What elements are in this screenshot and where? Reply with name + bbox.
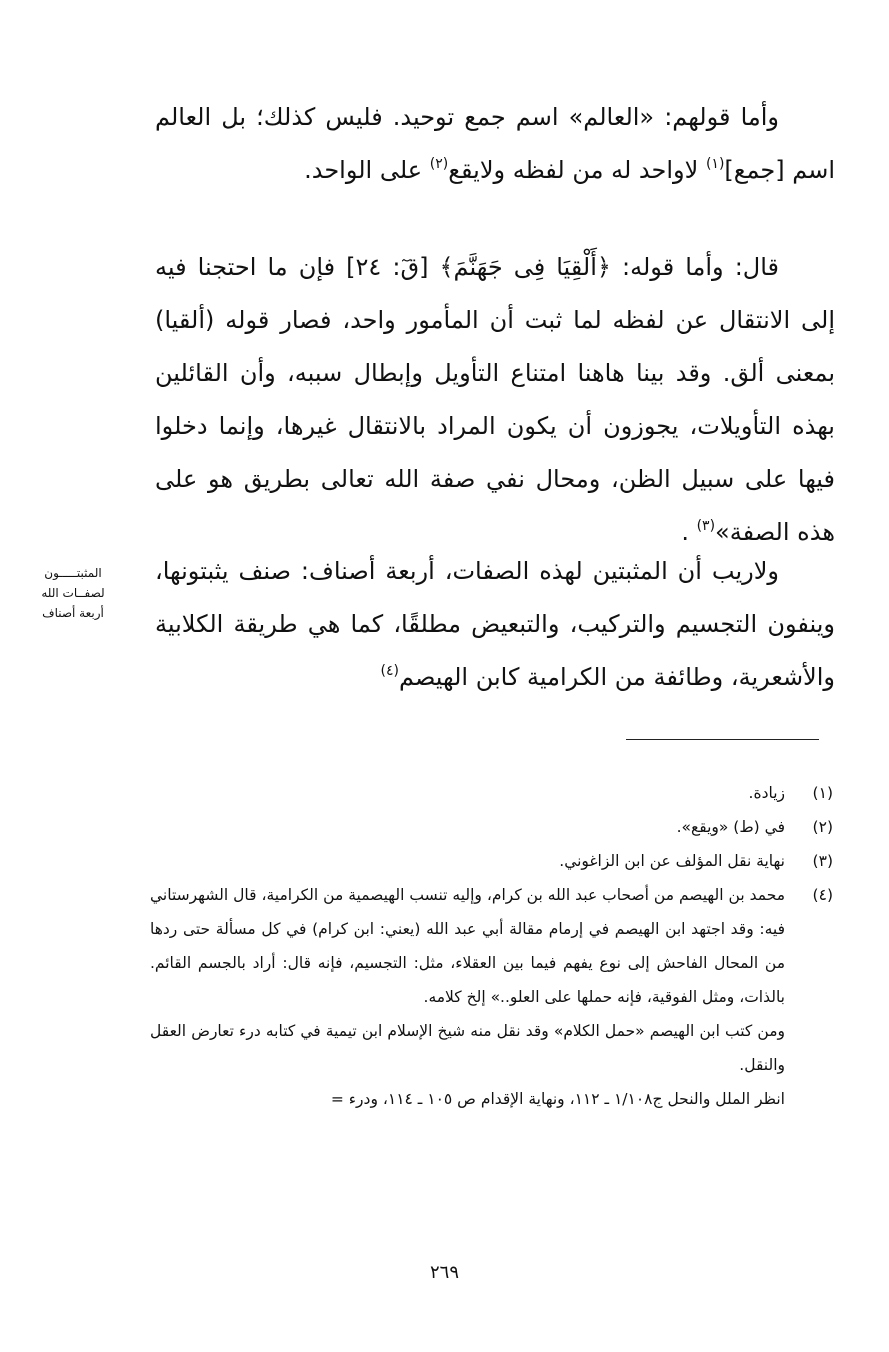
- paragraph-3: [155, 545, 835, 704]
- footnote-ref-2[interactable]: (٢): [429, 156, 449, 172]
- paragraph-2: [155, 241, 835, 559]
- footnote-3: [150, 844, 833, 878]
- paragraph-2-part-a: قال: وأما قوله: ﴿أَلْقِيَا فِى جَهَنَّمَ﴾ [قٓ: ٢٤] فإن ما احتجنا فيه إلى الانتقال عن لفظه لما ثبت أن المأمور واحد، فصار قوله (ألقيا) بمعنى ألق. وقد بينا هاهنا امتناع التأويل وإبطال سببه، وأن القائلين بهذه التأويلات، يجوزون أن يكون المراد بالانتقال غيرها، وإنما دخلوا فيها على سبيل الظن، ومحال نفي صفة الله تعالى بطريق هو على هذه الصفة»: [155, 253, 835, 546]
- paragraph-1: [155, 91, 835, 197]
- margin-note-line-2: لصفــات الله: [41, 586, 105, 600]
- footnote-4-text-1: محمد بن الهيصم من أصحاب عبد الله بن كرام، وإليه تنسب الهيصمية من الكرامية، قال الشهرستاني فيه: وقد اجتهد ابن الهيصم في إرمام مقالة أبي عبد الله (يعني: ابن كرام) في كل مسألة حتى ردها من المحال الفاحش إلى نوع يفهم فيما بين العقلاء، مثل: التجسيم، فإنه قال: أراد بالجسم القائم. بالذات، ومثل الفوقية، فإنه حملها على العلو..» إلخ كلامه.: [150, 886, 785, 1006]
- footnote-1-text: زيادة.: [748, 784, 785, 802]
- footnote-4-text-3: انظر الملل والنحل ج١/١٠٨ ـ ١١٢، ونهاية الإقدام ص ١٠٥ ـ ١١٤، ودرء =: [330, 1090, 785, 1108]
- footnote-separator: [626, 739, 819, 740]
- footnote-ref-3[interactable]: (٣): [696, 518, 716, 534]
- paragraph-3-part-a: ولاريب أن المثبتين لهذه الصفات، أربعة أصناف: صنف يثبتونها، وينفون التجسيم والتركيب، والتبعيض مطلقًا، كما هي طريقة الكلابية والأشعرية، وطائفة من الكرامية كابن الهيصم: [155, 557, 835, 691]
- paragraph-1-part-b: لاواحد له من لفظه ولايقع: [448, 156, 706, 184]
- footnote-2: [150, 810, 833, 844]
- footnote-4-number: (٤): [812, 886, 833, 904]
- margin-note-line-3: أربعة أصناف: [42, 606, 104, 620]
- margin-note-line-1: المثبتـــــون: [44, 566, 102, 580]
- footnote-2-text: في (ط) «ويقع».: [676, 818, 785, 836]
- paragraph-2-part-b: .: [681, 518, 697, 546]
- footnote-2-number: (٢): [812, 818, 833, 836]
- footnote-ref-4[interactable]: (٤): [380, 663, 399, 679]
- footnote-1-number: (١): [812, 784, 833, 802]
- footnote-4-text-2: ومن كتب ابن الهيصم «حمل الكلام» وقد نقل منه شيخ الإسلام ابن تيمية في كتابه درء تعارض العقل والنقل.: [150, 1022, 785, 1074]
- footnote-ref-1[interactable]: (١): [705, 156, 725, 172]
- footnote-4: [150, 878, 833, 1116]
- paragraph-1-part-c: على الواحد.: [304, 156, 430, 184]
- paragraph-1-part-a: وأما قولهم: «العالم» اسم جمع توحيد. فليس كذلك؛ بل العالم اسم [جمع]: [155, 103, 835, 184]
- footnote-3-text: نهاية نقل المؤلف عن ابن الزاغوني.: [559, 852, 785, 870]
- footnotes: [150, 776, 833, 1116]
- footnote-3-number: (٣): [812, 852, 833, 870]
- page-number: ٢٦٩: [429, 1262, 459, 1283]
- footnote-1: [150, 776, 833, 810]
- margin-note: [18, 563, 128, 623]
